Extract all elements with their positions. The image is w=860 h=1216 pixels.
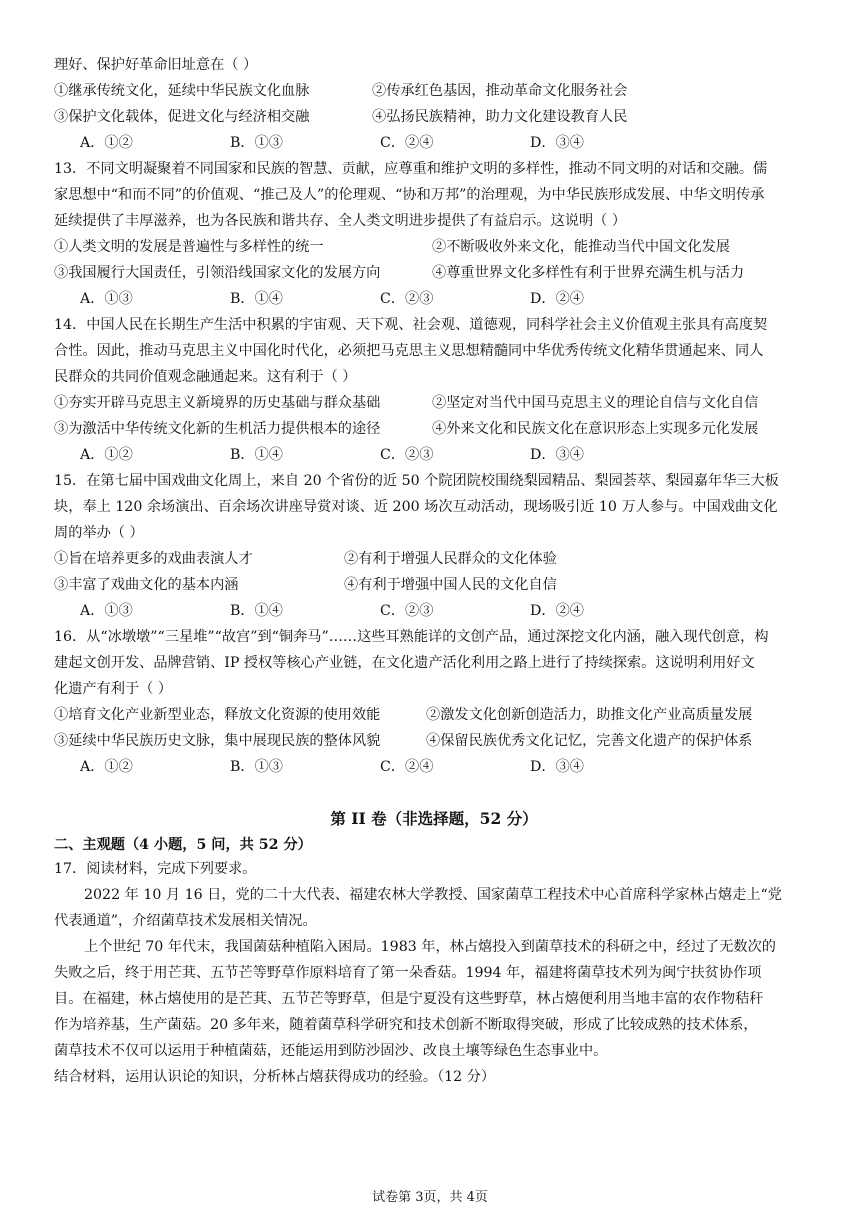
q13-statement-1: ①人类文明的发展是普遍性与多样性的统一 xyxy=(54,239,324,255)
q15-options xyxy=(80,601,680,621)
q12-stem-tail: 理好、保护好革命旧址意在（ ） xyxy=(54,57,258,73)
q14-option-b: B．①④ xyxy=(230,447,283,463)
q12-statement-1: ①继承传统文化，延续中华民族文化血脉 xyxy=(54,83,310,99)
q16-statement-1: ①培育文化产业新型业态，释放文化资源的使用效能 xyxy=(54,707,381,723)
q13-option-c: C．②③ xyxy=(380,291,434,307)
q17-para2-line-4: 作为培养基，生产菌菇。20 多年来，随着菌草科学研究和技术创新不断取得突破，形成了比较成熟的技术体系， xyxy=(54,1017,758,1033)
q12-option-d: D．③④ xyxy=(530,135,584,151)
q17-para1-line-2: 代表通道”，介绍菌草技术发展相关情况。 xyxy=(54,913,317,929)
q15-option-b: B．①④ xyxy=(230,603,283,619)
q15-stem-line-1: 15．在第七届中国戏曲文化周上，来自 20 个省份的近 50 个院团院校围绕梨园精品、梨园荟萃、梨园嘉年华三大板 xyxy=(54,473,779,489)
q14-statement-1: ①夯实开辟马克思主义新境界的历史基础与群众基础 xyxy=(54,395,381,411)
q12-statement-4: ④弘扬民族精神，助力文化建设教育人民 xyxy=(372,109,628,125)
q16-options xyxy=(80,757,680,777)
q15-stem-line-2: 块，奉上 120 余场演出、百余场次讲座导赏对谈、近 200 场次互动活动，现场吸引近 10 万人参与。中国戏曲文化 xyxy=(54,499,778,515)
q15-statement-1: ①旨在培养更多的戏曲表演人才 xyxy=(54,551,253,567)
q15-option-d: D．②④ xyxy=(530,603,584,619)
q17-para2-line-3: 目。在福建，林占熺使用的是芒萁、五节芒等野草，但是宁夏没有这些野草，林占熺便利用当地丰富的农作物秸秆 xyxy=(54,991,764,1007)
q15-option-c: C．②③ xyxy=(380,603,434,619)
q14-option-d: D．③④ xyxy=(530,447,584,463)
q14-statement-2: ②坚定对当代中国马克思主义的理论自信与文化自信 xyxy=(432,395,759,411)
q13-stem-line-3: 延续提供了丰厚滋养，也为各民族和谐共存、全人类文明进步提供了有益启示。这说明（ ） xyxy=(54,213,627,229)
q14-statement-3: ③为激活中华传统文化新的生机活力提供根本的途径 xyxy=(54,421,381,437)
part2-title: 第 II 卷（非选择题，52 分） xyxy=(330,809,538,828)
q17-para1-line-1: 2022 年 10 月 16 日，党的二十大代表、福建农林大学教授、国家菌草工程技术中心首席科学家林占熺走上“党 xyxy=(84,887,782,903)
q15-option-a: A．①③ xyxy=(80,603,133,619)
q15-statement-2: ②有利于增强人民群众的文化体验 xyxy=(344,551,557,567)
q16-statement-4: ④保留民族优秀文化记忆，完善文化遗产的保护体系 xyxy=(426,733,753,749)
q13-stem-line-2: 家思想中“和而不同”的价值观、“推己及人”的伦理观、“协和万邦”的治理观，为中华民族形成发展、中华文明传承 xyxy=(54,187,765,203)
q14-stem-line-2: 合性。因此，推动马克思主义中国化时代化，必须把马克思主义思想精髓同中华优秀传统文化精华贯通起来、同人 xyxy=(54,343,764,359)
q14-option-c: C．②③ xyxy=(380,447,434,463)
q16-option-b: B．①③ xyxy=(230,759,283,775)
q15-statement-4: ④有利于增强中国人民的文化自信 xyxy=(344,577,557,593)
q16-statement-2: ②激发文化创新创造活力，助推文化产业高质量发展 xyxy=(426,707,753,723)
q16-option-c: C．②④ xyxy=(380,759,434,775)
q16-option-d: D．③④ xyxy=(530,759,584,775)
q16-stem-line-1: 16．从“冰墩墩”“三星堆”“故宫”到“铜奔马”……这些耳熟能详的文创产品，通过深挖文化内涵，融入现代创意，构 xyxy=(54,629,769,645)
q12-option-a: A．①② xyxy=(80,135,133,151)
q14-stem-line-3: 民群众的共同价值观念融通起来。这有利于（ ） xyxy=(54,369,357,385)
q14-options xyxy=(80,445,680,465)
q16-statement-3: ③延续中华民族历史文脉，集中展现民族的整体风貌 xyxy=(54,733,381,749)
q13-option-b: B．①④ xyxy=(230,291,283,307)
q13-statement-4: ④尊重世界文化多样性有利于世界充满生机与活力 xyxy=(432,265,745,281)
q14-stem-line-1: 14．中国人民在长期生产生活中积累的宇宙观、天下观、社会观、道德观，同科学社会主义价值观主张具有高度契 xyxy=(54,317,768,333)
q15-statement-3: ③丰富了戏曲文化的基本内涵 xyxy=(54,577,239,593)
q13-option-a: A．①③ xyxy=(80,291,133,307)
q14-option-a: A．①② xyxy=(80,447,133,463)
q17-intro: 17．阅读材料，完成下列要求。 xyxy=(54,861,257,877)
q17-para2-line-5: 菌草技术不仅可以运用于种植菌菇，还能运用到防沙固沙、改良土壤等绿色生态事业中。 xyxy=(54,1043,608,1059)
q12-option-c: C．②④ xyxy=(380,135,434,151)
q13-statement-2: ②不断吸收外来文化，能推动当代中国文化发展 xyxy=(432,239,730,255)
q13-stem-line-1: 13．不同文明凝聚着不同国家和民族的智慧、贡献，应尊重和维护文明的多样性，推动不同文明的对话和交融。儒 xyxy=(54,161,768,177)
q16-stem-line-3: 化遗产有利于（ ） xyxy=(54,681,173,697)
q17-para2-line-2: 失败之后，终于用芒萁、五节芒等野草作原料培育了第一朵香菇。1994 年，福建将菌草技术列为闽宁扶贫协作项 xyxy=(54,965,762,981)
q17-para2-line-1: 上个世纪 70 年代末，我国菌菇种植陷入困局。1983 年，林占熺投入到菌草技术的科研之中，经过了无数次的 xyxy=(84,939,776,955)
q16-stem-line-2: 建起文创开发、品牌营销、IP 授权等核心产业链，在文化遗产活化利用之路上进行了持续探索。这说明利用好文 xyxy=(54,655,755,671)
q12-statement-2: ②传承红色基因，推动革命文化服务社会 xyxy=(372,83,628,99)
q13-option-d: D．②④ xyxy=(530,291,584,307)
q12-options xyxy=(80,133,680,153)
page-footer: 试卷第 3页，共 4页 xyxy=(372,1190,488,1205)
q12-statement-3: ③保护文化载体，促进文化与经济相交融 xyxy=(54,109,310,125)
q13-options xyxy=(80,289,680,309)
part2-heading: 二、主观题（4 小题，5 问，共 52 分） xyxy=(54,837,312,853)
q16-option-a: A．①② xyxy=(80,759,133,775)
q13-statement-3: ③我国履行大国责任，引领沿线国家文化的发展方向 xyxy=(54,265,381,281)
q14-statement-4: ④外来文化和民族文化在意识形态上实现多元化发展 xyxy=(432,421,759,437)
q12-option-b: B．①③ xyxy=(230,135,283,151)
q15-stem-line-3: 周的举办（ ） xyxy=(54,525,144,541)
q17-task: 结合材料，运用认识论的知识，分析林占熺获得成功的经验。（12 分） xyxy=(54,1069,496,1085)
